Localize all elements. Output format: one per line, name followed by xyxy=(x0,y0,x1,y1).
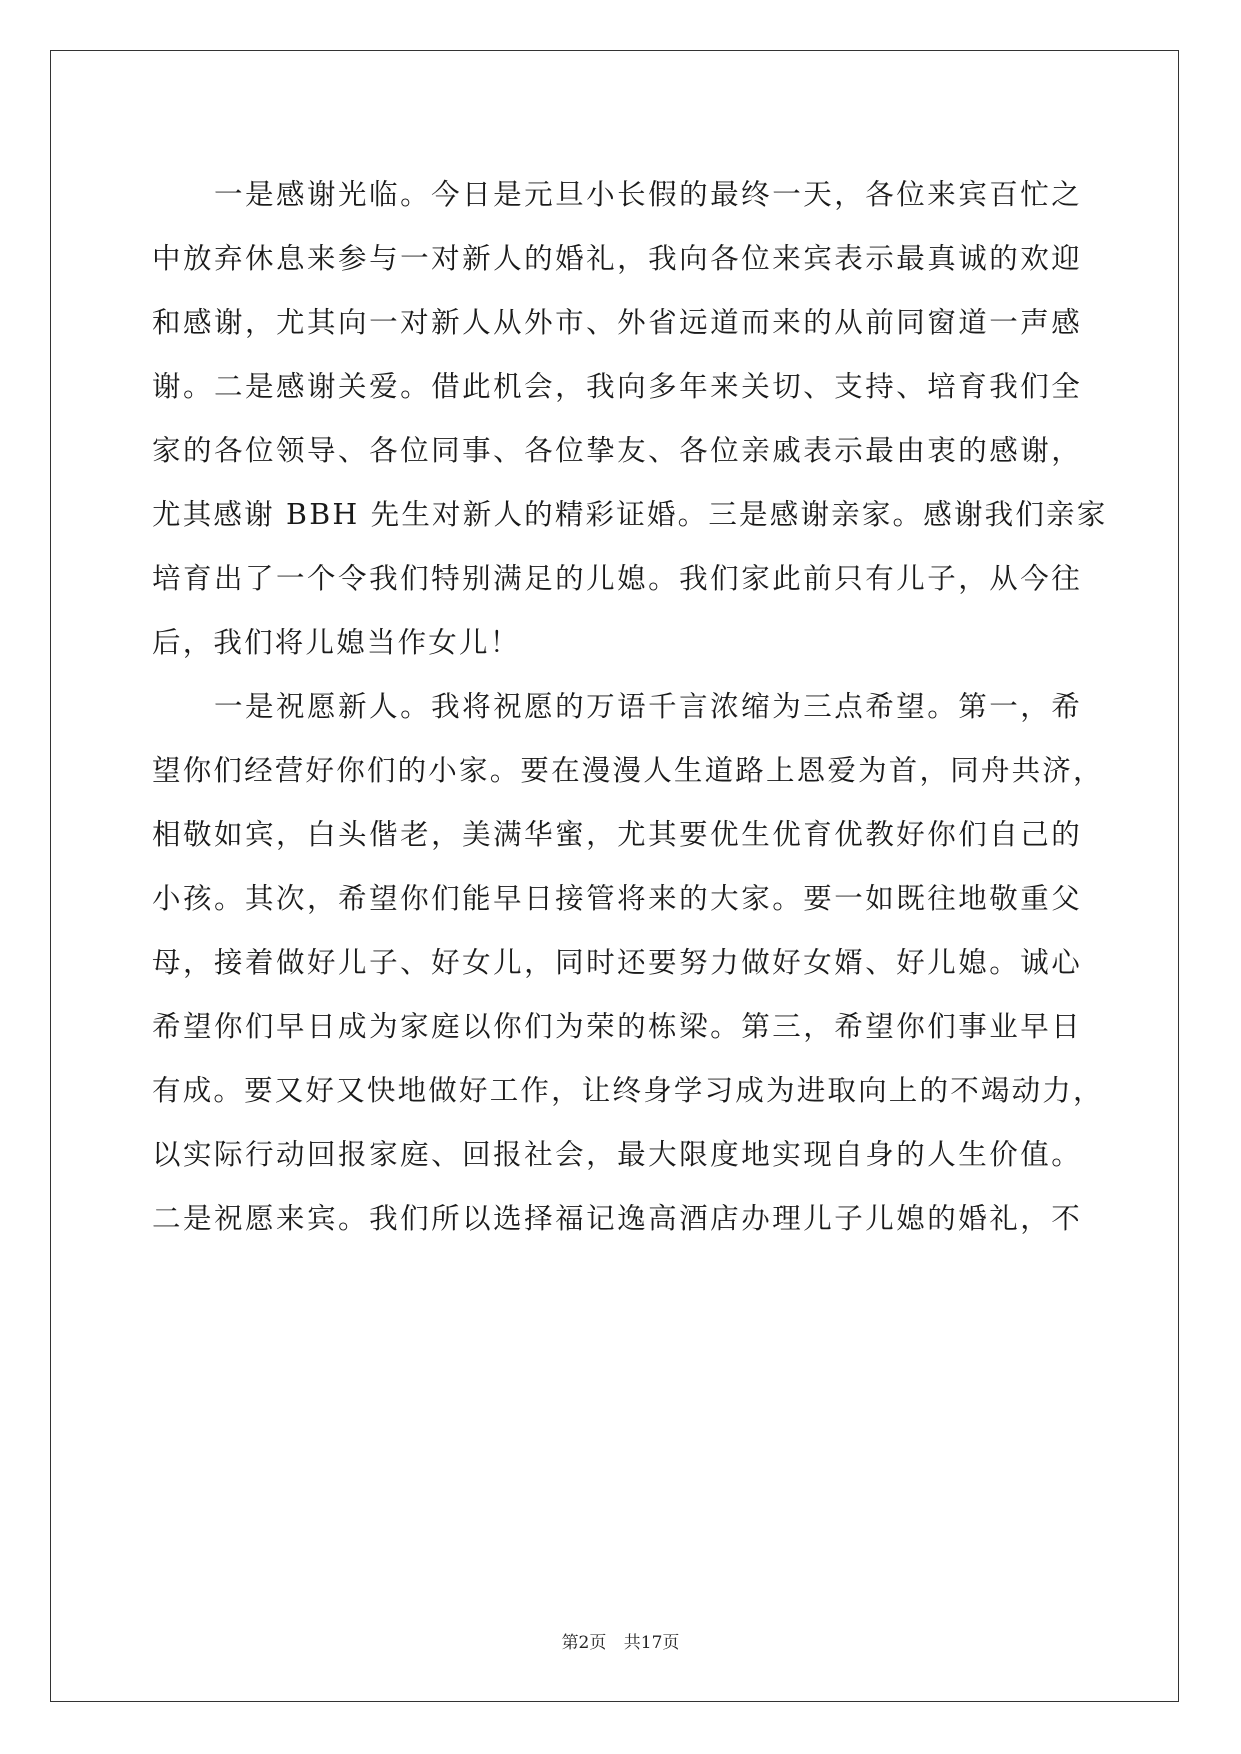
paragraph-line: 希望你们早日成为家庭以你们为荣的栋梁。第三，希望你们事业早日 xyxy=(152,1010,1082,1043)
paragraph-line: 母，接着做好儿子、好女儿，同时还要努力做好女婿、好儿媳。诚心 xyxy=(152,946,1082,979)
paragraph-line: 小孩。其次，希望你们能早日接管将来的大家。要一如既往地敬重父 xyxy=(152,882,1082,915)
paragraph-line: 以实际行动回报家庭、回报社会，最大限度地实现自身的人生价值。 xyxy=(152,1138,1082,1171)
paragraph-line: 谢。二是感谢关爱。借此机会，我向多年来关切、支持、培育我们全 xyxy=(152,370,1082,403)
paragraph-line: 中放弃休息来参与一对新人的婚礼，我向各位来宾表示最真诚的欢迎 xyxy=(152,242,1082,275)
paragraph-line: 一是祝愿新人。我将祝愿的万语千言浓缩为三点希望。第一，希 xyxy=(214,690,1082,723)
paragraph-line: 相敬如宾，白头偕老，美满华蜜，尤其要优生优育优教好你们自己的 xyxy=(152,818,1082,851)
paragraph-line: 家的各位领导、各位同事、各位挚友、各位亲戚表示最由衷的感谢， xyxy=(152,434,1082,467)
page-footer xyxy=(0,1628,1241,1653)
document-body xyxy=(152,163,1108,1251)
paragraph-line: 二是祝愿来宾。我们所以选择福记逸高酒店办理儿子儿媳的婚礼，不 xyxy=(152,1202,1082,1235)
paragraph-line: 和感谢，尤其向一对新人从外市、外省远道而来的从前同窗道一声感 xyxy=(152,306,1082,339)
paragraph-line: 后，我们将儿媳当作女儿！ xyxy=(152,626,521,659)
paragraph-line: 有成。要又好又快地做好工作，让终身学习成为进取向上的不竭动力， xyxy=(152,1074,1104,1107)
page-total: 共17页 xyxy=(623,1633,680,1653)
paragraph-line: 望你们经营好你们的小家。要在漫漫人生道路上恩爱为首，同舟共济， xyxy=(152,754,1104,787)
page-number: 第2页 xyxy=(561,1633,607,1653)
paragraph-line: 培育出了一个令我们特别满足的儿媳。我们家此前只有儿子，从今往 xyxy=(152,562,1082,595)
paragraph-line: 尤其感谢 BBH 先生对新人的精彩证婚。三是感谢亲家。感谢我们亲家 xyxy=(152,498,1108,531)
paragraph-line: 一是感谢光临。今日是元旦小长假的最终一天，各位来宾百忙之 xyxy=(214,178,1082,211)
